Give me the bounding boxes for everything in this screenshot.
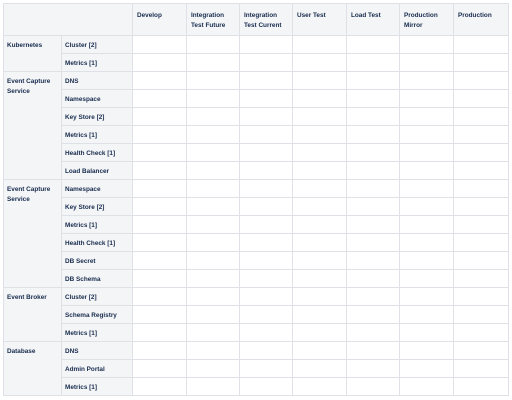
- group-header-cell: [4, 72, 62, 180]
- matrix-cell[interactable]: [454, 198, 509, 216]
- matrix-cell[interactable]: [240, 378, 293, 396]
- matrix-cell[interactable]: [187, 198, 240, 216]
- matrix-cell[interactable]: [347, 216, 400, 234]
- matrix-cell[interactable]: [240, 198, 293, 216]
- matrix-cell[interactable]: [240, 342, 293, 360]
- table-row: [4, 270, 509, 288]
- item-label-cell: [62, 36, 133, 54]
- matrix-cell[interactable]: [133, 216, 187, 234]
- matrix-cell[interactable]: [187, 36, 240, 54]
- matrix-cell[interactable]: [347, 324, 400, 342]
- table-row: [4, 306, 509, 324]
- table-row: [4, 162, 509, 180]
- matrix-cell[interactable]: [133, 252, 187, 270]
- matrix-cell[interactable]: [187, 180, 240, 198]
- item-label: Cluster [2]: [65, 294, 97, 301]
- matrix-cell[interactable]: [293, 54, 347, 72]
- header-label: User Test: [297, 12, 326, 19]
- header-label: Develop: [137, 12, 162, 19]
- item-label-cell: [62, 54, 133, 72]
- matrix-cell[interactable]: [454, 216, 509, 234]
- matrix-cell[interactable]: [187, 378, 240, 396]
- matrix-cell[interactable]: [133, 144, 187, 162]
- matrix-cell[interactable]: [347, 360, 400, 378]
- matrix-cell[interactable]: [187, 234, 240, 252]
- matrix-cell[interactable]: [400, 108, 454, 126]
- matrix-cell[interactable]: [347, 90, 400, 108]
- matrix-cell[interactable]: [187, 72, 240, 90]
- matrix-cell[interactable]: [454, 234, 509, 252]
- matrix-cell[interactable]: [400, 126, 454, 144]
- matrix-cell[interactable]: [347, 198, 400, 216]
- matrix-cell[interactable]: [347, 126, 400, 144]
- item-label-cell: [62, 216, 133, 234]
- matrix-cell[interactable]: [133, 126, 187, 144]
- matrix-cell[interactable]: [454, 270, 509, 288]
- item-label-cell: [62, 252, 133, 270]
- matrix-cell[interactable]: [240, 252, 293, 270]
- header-cell-user-test: [293, 4, 347, 36]
- item-label: DNS: [65, 348, 79, 355]
- matrix-cell[interactable]: [347, 342, 400, 360]
- matrix-cell[interactable]: [400, 288, 454, 306]
- item-label: DB Secret: [65, 258, 96, 265]
- matrix-cell[interactable]: [133, 90, 187, 108]
- matrix-cell[interactable]: [133, 198, 187, 216]
- matrix-table-container: [3, 3, 509, 396]
- table-row: [4, 216, 509, 234]
- header-cell-integration-test-future: [187, 4, 240, 36]
- table-row: [4, 108, 509, 126]
- item-label: Metrics [1]: [65, 60, 97, 67]
- matrix-cell[interactable]: [293, 180, 347, 198]
- header-cell-load-test: [347, 4, 400, 36]
- table-row: [4, 72, 509, 90]
- matrix-cell[interactable]: [133, 378, 187, 396]
- matrix-cell[interactable]: [240, 90, 293, 108]
- matrix-cell[interactable]: [293, 90, 347, 108]
- matrix-cell[interactable]: [454, 36, 509, 54]
- matrix-cell[interactable]: [293, 288, 347, 306]
- header-corner-cell: [4, 4, 133, 36]
- item-label-cell: [62, 378, 133, 396]
- matrix-cell[interactable]: [187, 324, 240, 342]
- matrix-cell[interactable]: [347, 252, 400, 270]
- item-label-cell: [62, 270, 133, 288]
- group-header-cell: [4, 36, 62, 72]
- matrix-cell[interactable]: [454, 324, 509, 342]
- table-row: [4, 324, 509, 342]
- matrix-cell[interactable]: [240, 306, 293, 324]
- matrix-cell[interactable]: [347, 306, 400, 324]
- matrix-cell[interactable]: [454, 306, 509, 324]
- matrix-cell[interactable]: [400, 342, 454, 360]
- header-cell-develop: [133, 4, 187, 36]
- table-row: [4, 360, 509, 378]
- matrix-cell[interactable]: [293, 234, 347, 252]
- item-label: Key Store [2]: [65, 204, 105, 211]
- matrix-cell[interactable]: [454, 360, 509, 378]
- group-header-cell: [4, 288, 62, 342]
- table-row: [4, 180, 509, 198]
- matrix-cell[interactable]: [293, 126, 347, 144]
- matrix-cell[interactable]: [240, 126, 293, 144]
- matrix-cell[interactable]: [400, 234, 454, 252]
- matrix-cell[interactable]: [454, 342, 509, 360]
- matrix-cell[interactable]: [347, 180, 400, 198]
- item-label-cell: [62, 108, 133, 126]
- matrix-cell[interactable]: [133, 36, 187, 54]
- matrix-cell[interactable]: [347, 54, 400, 72]
- environment-matrix-table: [3, 3, 509, 396]
- matrix-cell[interactable]: [133, 342, 187, 360]
- item-label-cell: [62, 90, 133, 108]
- item-label-cell: [62, 198, 133, 216]
- matrix-cell[interactable]: [347, 162, 400, 180]
- header-cell-integration-test-current: [240, 4, 293, 36]
- matrix-cell[interactable]: [454, 288, 509, 306]
- matrix-cell[interactable]: [187, 342, 240, 360]
- table-row: [4, 36, 509, 54]
- matrix-cell[interactable]: [347, 144, 400, 162]
- table-row: [4, 378, 509, 396]
- header-cell-production-mirror: [400, 4, 454, 36]
- matrix-body: [4, 36, 509, 396]
- table-row: [4, 342, 509, 360]
- group-header-cell: [4, 180, 62, 288]
- item-label: Health Check [1]: [65, 150, 116, 157]
- matrix-cell[interactable]: [347, 378, 400, 396]
- matrix-cell[interactable]: [400, 180, 454, 198]
- matrix-cell[interactable]: [240, 54, 293, 72]
- item-label-cell: [62, 234, 133, 252]
- item-label: Schema Registry: [65, 312, 117, 319]
- matrix-cell[interactable]: [187, 270, 240, 288]
- item-label: Metrics [1]: [65, 222, 97, 229]
- header-label: Production: [458, 12, 492, 19]
- matrix-cell[interactable]: [347, 288, 400, 306]
- matrix-cell[interactable]: [133, 54, 187, 72]
- matrix-cell[interactable]: [240, 162, 293, 180]
- group-label: Kubernetes: [7, 42, 43, 49]
- table-row: [4, 252, 509, 270]
- matrix-cell[interactable]: [400, 162, 454, 180]
- item-label: DNS: [65, 78, 79, 85]
- matrix-cell[interactable]: [240, 180, 293, 198]
- item-label-cell: [62, 324, 133, 342]
- item-label: Metrics [1]: [65, 132, 97, 139]
- group-header-cell: [4, 342, 62, 396]
- header-cell-production: [454, 4, 509, 36]
- matrix-cell[interactable]: [133, 288, 187, 306]
- item-label: Namespace: [65, 96, 101, 103]
- header-label: Production Mirror: [404, 12, 438, 29]
- matrix-cell[interactable]: [293, 108, 347, 126]
- item-label-cell: [62, 72, 133, 90]
- matrix-cell[interactable]: [293, 36, 347, 54]
- item-label: Admin Portal: [65, 366, 105, 373]
- matrix-cell[interactable]: [240, 288, 293, 306]
- matrix-cell[interactable]: [400, 144, 454, 162]
- item-label: DB Schema: [65, 276, 101, 283]
- matrix-cell[interactable]: [240, 360, 293, 378]
- matrix-cell[interactable]: [347, 36, 400, 54]
- matrix-cell[interactable]: [187, 54, 240, 72]
- header-label: Integration Test Future: [191, 12, 226, 29]
- matrix-cell[interactable]: [293, 270, 347, 288]
- matrix-cell[interactable]: [454, 252, 509, 270]
- matrix-cell[interactable]: [293, 360, 347, 378]
- item-label-cell: [62, 288, 133, 306]
- matrix-cell[interactable]: [240, 324, 293, 342]
- header-row: [4, 4, 509, 36]
- matrix-cell[interactable]: [293, 198, 347, 216]
- group-label: Database: [7, 348, 36, 355]
- group-label: Event Capture Service: [7, 78, 51, 95]
- matrix-cell[interactable]: [240, 234, 293, 252]
- item-label: Health Check [1]: [65, 240, 116, 247]
- matrix-cell[interactable]: [454, 144, 509, 162]
- matrix-cell[interactable]: [240, 36, 293, 54]
- matrix-cell[interactable]: [400, 306, 454, 324]
- header-label: Load Test: [351, 12, 381, 19]
- item-label: Cluster [2]: [65, 42, 97, 49]
- matrix-cell[interactable]: [187, 252, 240, 270]
- matrix-cell[interactable]: [240, 144, 293, 162]
- matrix-cell[interactable]: [454, 108, 509, 126]
- matrix-cell[interactable]: [454, 126, 509, 144]
- matrix-cell[interactable]: [400, 198, 454, 216]
- matrix-cell[interactable]: [293, 306, 347, 324]
- matrix-cell[interactable]: [133, 306, 187, 324]
- item-label: Metrics [1]: [65, 384, 97, 391]
- matrix-cell[interactable]: [187, 90, 240, 108]
- item-label-cell: [62, 342, 133, 360]
- item-label-cell: [62, 144, 133, 162]
- matrix-cell[interactable]: [133, 72, 187, 90]
- matrix-cell[interactable]: [133, 324, 187, 342]
- table-row: [4, 288, 509, 306]
- table-row: [4, 234, 509, 252]
- matrix-cell[interactable]: [347, 108, 400, 126]
- matrix-cell[interactable]: [187, 360, 240, 378]
- matrix-cell[interactable]: [133, 360, 187, 378]
- matrix-cell[interactable]: [187, 288, 240, 306]
- table-row: [4, 126, 509, 144]
- item-label-cell: [62, 126, 133, 144]
- matrix-cell[interactable]: [133, 108, 187, 126]
- matrix-cell[interactable]: [187, 108, 240, 126]
- matrix-cell[interactable]: [347, 234, 400, 252]
- matrix-cell[interactable]: [293, 324, 347, 342]
- matrix-cell[interactable]: [240, 72, 293, 90]
- matrix-cell[interactable]: [454, 90, 509, 108]
- matrix-cell[interactable]: [293, 72, 347, 90]
- matrix-cell[interactable]: [240, 108, 293, 126]
- matrix-cell[interactable]: [454, 180, 509, 198]
- matrix-cell[interactable]: [400, 72, 454, 90]
- matrix-cell[interactable]: [133, 162, 187, 180]
- matrix-cell[interactable]: [400, 54, 454, 72]
- matrix-cell[interactable]: [400, 216, 454, 234]
- matrix-cell[interactable]: [187, 144, 240, 162]
- item-label-cell: [62, 162, 133, 180]
- matrix-cell[interactable]: [400, 324, 454, 342]
- matrix-cell[interactable]: [293, 378, 347, 396]
- header-corner-label: [4, 4, 132, 11]
- header-label: Integration Test Current: [244, 12, 282, 29]
- item-label: Metrics [1]: [65, 330, 97, 337]
- matrix-cell[interactable]: [133, 270, 187, 288]
- matrix-cell[interactable]: [187, 216, 240, 234]
- item-label: Namespace: [65, 186, 101, 193]
- table-row: [4, 144, 509, 162]
- matrix-cell[interactable]: [240, 270, 293, 288]
- matrix-cell[interactable]: [293, 144, 347, 162]
- matrix-cell[interactable]: [187, 306, 240, 324]
- group-label: Event Broker: [7, 294, 47, 301]
- matrix-cell[interactable]: [400, 252, 454, 270]
- matrix-cell[interactable]: [454, 378, 509, 396]
- table-row: [4, 90, 509, 108]
- item-label: Key Store [2]: [65, 114, 105, 121]
- matrix-cell[interactable]: [133, 234, 187, 252]
- matrix-cell[interactable]: [293, 342, 347, 360]
- matrix-cell[interactable]: [400, 360, 454, 378]
- matrix-cell[interactable]: [133, 180, 187, 198]
- matrix-cell[interactable]: [293, 162, 347, 180]
- item-label: Load Balancer: [65, 168, 110, 175]
- matrix-cell[interactable]: [293, 252, 347, 270]
- matrix-cell[interactable]: [187, 126, 240, 144]
- matrix-cell[interactable]: [347, 270, 400, 288]
- matrix-cell[interactable]: [187, 162, 240, 180]
- group-label: Event Capture Service: [7, 186, 51, 203]
- matrix-cell[interactable]: [293, 216, 347, 234]
- item-label-cell: [62, 306, 133, 324]
- matrix-cell[interactable]: [400, 270, 454, 288]
- matrix-cell[interactable]: [400, 378, 454, 396]
- item-label-cell: [62, 360, 133, 378]
- matrix-cell[interactable]: [347, 72, 400, 90]
- matrix-cell[interactable]: [454, 162, 509, 180]
- matrix-cell[interactable]: [454, 72, 509, 90]
- table-row: [4, 54, 509, 72]
- item-label-cell: [62, 180, 133, 198]
- matrix-cell[interactable]: [400, 90, 454, 108]
- matrix-cell[interactable]: [400, 36, 454, 54]
- table-row: [4, 198, 509, 216]
- matrix-cell[interactable]: [454, 54, 509, 72]
- matrix-cell[interactable]: [240, 216, 293, 234]
